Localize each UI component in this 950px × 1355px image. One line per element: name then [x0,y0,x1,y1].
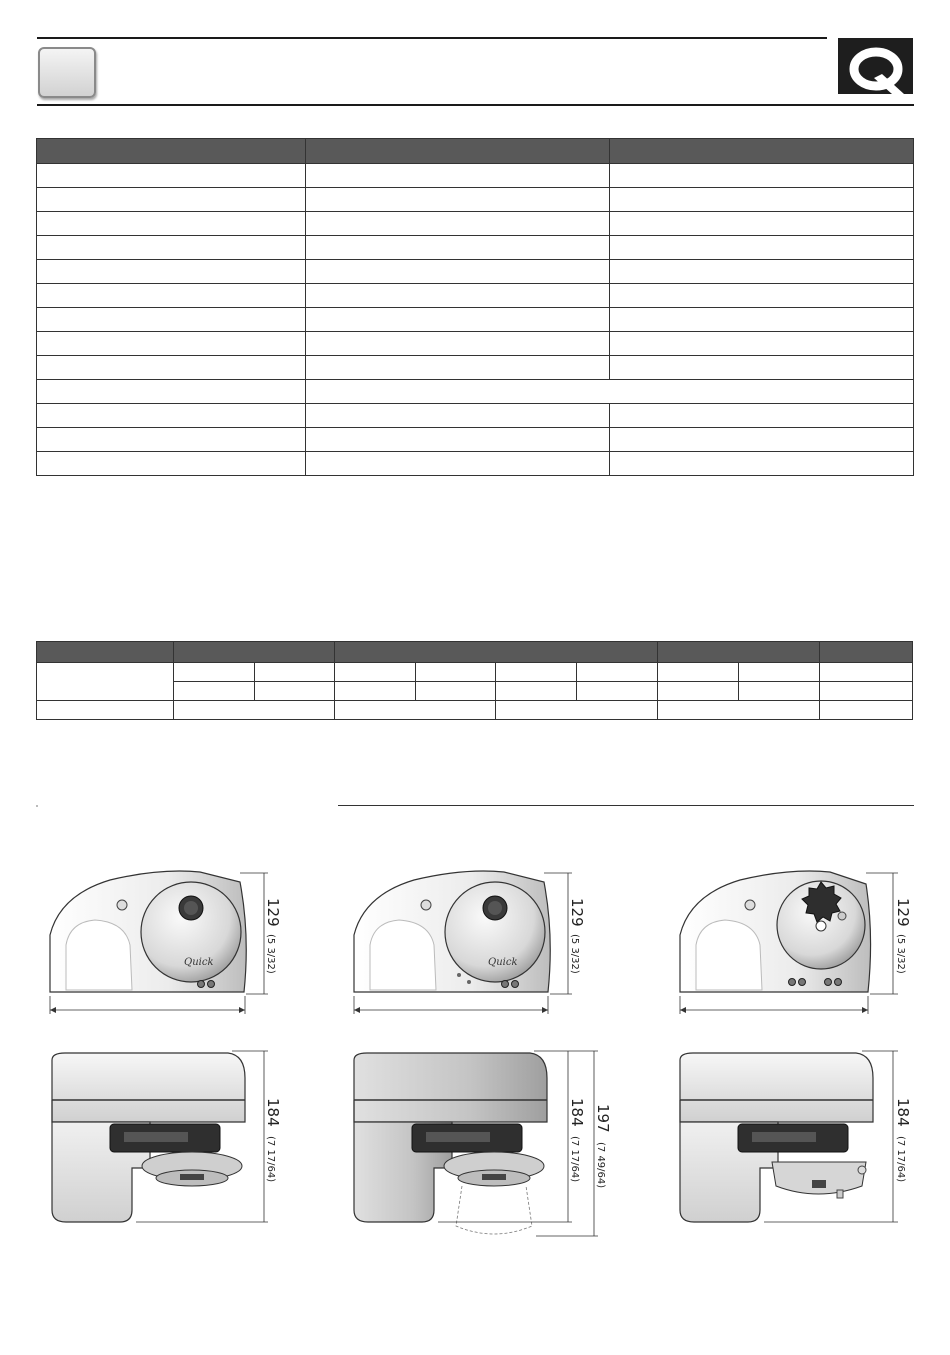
side-view-3 [680,871,912,1014]
side-view-2-height-mm: 129 [568,898,586,927]
front-view-2-alt-height-mm: 197 [594,1104,612,1133]
front-view-2-alt-height-inch: (7 49/64) [595,1142,606,1189]
front-view-1-height-mm: 184 [264,1098,282,1127]
side-view-3-height-inch: (5 3/32) [895,934,906,974]
side-view-3-height-mm: 129 [894,898,912,927]
front-view-3-height-inch: (7 17/64) [895,1136,906,1183]
front-view-3-height-mm: 184 [894,1098,912,1127]
front-view-1 [52,1051,282,1222]
front-view-1-height-inch: (7 17/64) [265,1136,276,1183]
front-view-3 [680,1051,912,1222]
side-view-1 [50,871,282,1014]
front-view-2-height-inch: (7 17/64) [569,1136,580,1183]
side-view-1-height-mm: 129 [264,898,282,927]
side-view-1-brand-script: Quick [184,957,214,968]
side-view-2-brand-script: Quick [488,957,518,968]
front-view-2-height-mm: 184 [568,1098,586,1127]
front-view-2 [354,1051,612,1236]
side-view-1-height-inch: (5 3/32) [265,934,276,974]
side-view-2-height-inch: (5 3/32) [569,934,580,974]
side-view-2 [354,871,586,1014]
